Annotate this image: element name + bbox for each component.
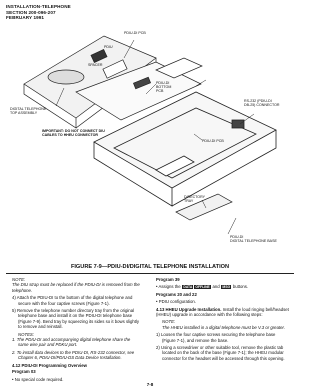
label-pdiu-di-bottom-3: PCB bbox=[156, 89, 164, 93]
label-pdiu: PDIU bbox=[104, 45, 113, 49]
data-key: DATA bbox=[183, 285, 193, 290]
label-directory-1: DIRECTORY bbox=[184, 195, 206, 199]
program-39-bullet: • Assigns the DATA OFFLINE and MSG buttons. bbox=[156, 284, 249, 290]
label-pdiu-di-bottom-1: PDIU-DI bbox=[156, 81, 170, 85]
left-column bbox=[12, 277, 140, 384]
divider bbox=[6, 273, 294, 274]
note-1: 1. The PDIU-DI and accompanying digital telephone share the same wire pair and PDKU port. bbox=[12, 337, 131, 348]
step-4: 4) Attach the PDIU-DI to the bottom of the digital telephone and secure with the four captive screws (Figure 7-1). bbox=[12, 295, 133, 306]
right-column bbox=[156, 277, 290, 363]
label-important-2: CABLES TO HHEU CONNECTOR bbox=[42, 133, 98, 137]
header-line-3: FEBRUARY 1991 bbox=[6, 15, 45, 21]
label-important-1: IMPORTANT: DO NOT CONNECT DIU bbox=[42, 129, 105, 133]
figure-caption: FIGURE 7-9—PDIU-DI/DIGITAL TELEPHONE INSTALLATION bbox=[70, 264, 230, 270]
note-2: 2. To install data devices to the PDIU-DI, RS-232 connector, see Chapter 6, PDIU-DI/PDIU-DS Data Device Installation. bbox=[12, 349, 135, 361]
hheu-note-body: The HHEU installed in a digital telephone must be V.3 or greater. bbox=[162, 324, 286, 330]
hheu-note-title: NOTE: bbox=[162, 319, 176, 325]
label-pdiu-di-bottom-2: BOTTOM bbox=[156, 85, 172, 89]
step-5: 5) Remove the telephone number directory tray from the original telephone base and install it on the PDIU-DI telephone base (Figure 7-9). Bend tray by squeezing its sides so it bows slightly to remove and reinstall. bbox=[12, 308, 140, 330]
program-03-bullet: • No special code required. bbox=[12, 376, 64, 382]
header-line-2: SECTION 200-096-207 bbox=[6, 9, 56, 15]
section-4-13: 4.13 HHEU Upgrade Installation. Install the loud ringing bell/headset (HHEU) upgrade in accordance with the following steps: bbox=[156, 306, 289, 318]
label-spacer: SPACER bbox=[88, 63, 103, 67]
label-rs232: RS-232 (PDIU-DI bbox=[244, 99, 272, 103]
page-number: 7-8 bbox=[146, 382, 154, 387]
note-body: The DIU strap must be replaced if the PDIU-DI is removed from the telephone. bbox=[12, 282, 140, 293]
label-digital-top-1: DIGITAL TELEPHONE bbox=[10, 107, 47, 111]
note-title: NOTE: bbox=[12, 277, 26, 282]
label-base-1: PDIU-DI bbox=[230, 235, 244, 239]
label-directory-2: TRAY bbox=[184, 199, 194, 203]
page-header bbox=[6, 4, 71, 21]
program-03-heading: Program 03 bbox=[12, 369, 36, 375]
msg-key: MSG bbox=[222, 285, 231, 290]
offline-key: OFFLINE bbox=[195, 285, 210, 290]
installation-figure bbox=[6, 22, 294, 260]
label-pdiu-di-pcb-top: PDIU-DI PCB bbox=[124, 31, 146, 35]
label-rs232-2: DB-25) CONNECTOR bbox=[244, 103, 280, 107]
program-39-heading: Program 39 bbox=[156, 277, 180, 282]
section-4-12-heading: 4.12 PDIU-DI Programming Overview bbox=[12, 362, 87, 368]
header-line-1: INSTALLATION-TELEPHONE bbox=[6, 4, 71, 9]
label-base-2: DIGITAL TELEPHONE BASE bbox=[230, 239, 277, 243]
programs-20-22-heading: Programs 20 and 22 bbox=[156, 291, 197, 297]
hheu-step-2: 2) Using a screwdriver or other suitable tool, remove the plastic tab located on the back of the base (Figure 7-1); the HHEU modular connector for the headset will be accessed through this opening. bbox=[156, 345, 285, 361]
label-pdiu-di-pcb: PDIU-DI PCB bbox=[202, 139, 224, 143]
notes-title: NOTES: bbox=[18, 331, 34, 337]
hheu-step-1: 1) Loosen the four captive screws securing the telephone base (Figure 7-1), and remove the base. bbox=[156, 332, 276, 343]
programs-20-22-bullet: • PDIU configuration. bbox=[156, 299, 196, 305]
label-digital-top-2: TOP ASSEMBLY bbox=[10, 111, 38, 115]
